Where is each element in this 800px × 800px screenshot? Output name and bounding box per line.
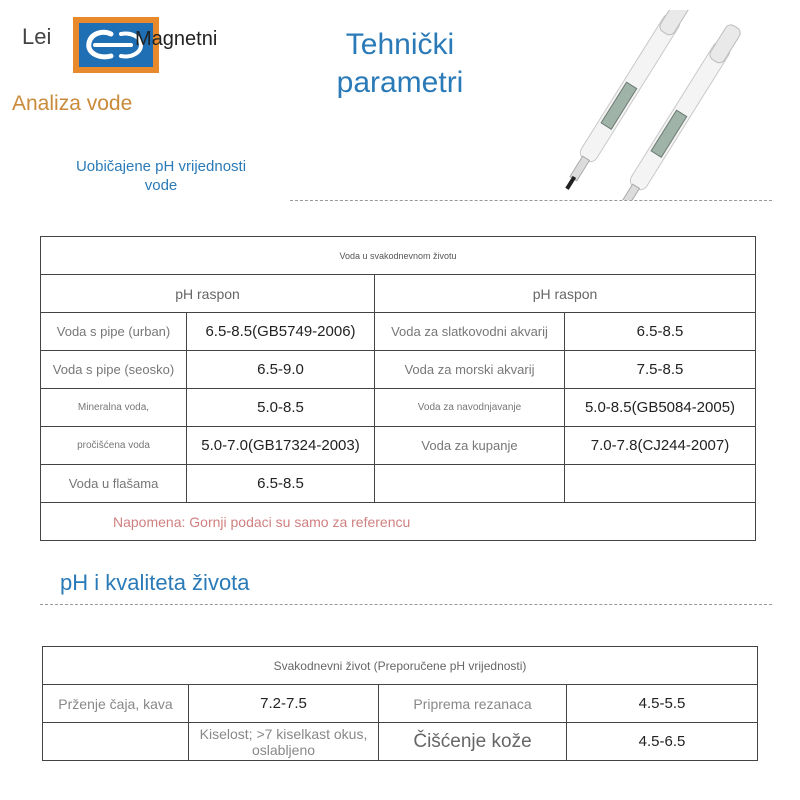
table-row bbox=[41, 313, 756, 351]
row-label: Priprema rezanaca bbox=[379, 685, 567, 723]
row-value: 6.5-9.0 bbox=[187, 351, 375, 389]
row-label: Voda za slatkovodni akvarij bbox=[375, 313, 565, 351]
section-heading-line2: vode bbox=[144, 177, 178, 194]
row-label: Voda za morski akvarij bbox=[375, 351, 565, 389]
row-value: Kiselost; >7 kiselkast okus, oslabljeno bbox=[189, 723, 379, 761]
row-value: 5.0-7.0(GB17324-2003) bbox=[187, 427, 375, 465]
row-label: Voda s pipe (seosko) bbox=[41, 351, 187, 389]
table-row bbox=[43, 685, 758, 723]
section-divider bbox=[290, 200, 772, 201]
life-ph-table bbox=[42, 646, 758, 761]
row-label: Čišćenje kože bbox=[379, 723, 567, 761]
row-label: Mineralna voda, bbox=[41, 389, 187, 427]
row-value: 6.5-8.5 bbox=[565, 313, 756, 351]
brand-name-left: Lei bbox=[22, 24, 52, 49]
water-ph-table bbox=[40, 236, 756, 541]
column-header-ph-range-right: pH raspon bbox=[375, 275, 756, 313]
table-caption: Svakodnevni život (Preporučene pH vrijednosti) bbox=[43, 647, 758, 685]
row-value: 6.5-8.5(GB5749-2006) bbox=[187, 313, 375, 351]
row-label: Prženje čaja, kava bbox=[43, 685, 189, 723]
table-caption: Voda u svakodnevnom životu bbox=[41, 237, 756, 275]
page-title-line2: parametri bbox=[336, 66, 464, 99]
section-heading-water-ph bbox=[46, 157, 276, 195]
table-row bbox=[43, 723, 758, 761]
row-value bbox=[565, 465, 756, 503]
brand-tagline: Analiza vode bbox=[12, 92, 133, 115]
row-value: 7.0-7.8(CJ244-2007) bbox=[565, 427, 756, 465]
section-heading-ph-life: pH i kvaliteta života bbox=[60, 570, 250, 595]
column-header-ph-range-left: pH raspon bbox=[41, 275, 375, 313]
row-label bbox=[375, 465, 565, 503]
row-value: 5.0-8.5(GB5084-2005) bbox=[565, 389, 756, 427]
row-label: pročišćena voda bbox=[41, 427, 187, 465]
row-value: 6.5-8.5 bbox=[187, 465, 375, 503]
row-label: Voda za kupanje bbox=[375, 427, 565, 465]
row-label: Voda s pipe (urban) bbox=[41, 313, 187, 351]
table-row bbox=[41, 351, 756, 389]
row-value: 7.5-8.5 bbox=[565, 351, 756, 389]
row-value: 5.0-8.5 bbox=[187, 389, 375, 427]
row-value: 7.2-7.5 bbox=[189, 685, 379, 723]
table-row bbox=[41, 465, 756, 503]
section-heading-line1: Uobičajene pH vrijednosti bbox=[75, 158, 247, 175]
row-label: Voda u flašama bbox=[41, 465, 187, 503]
table-row bbox=[41, 389, 756, 427]
table-note: Napomena: Gornji podaci su samo za referencu bbox=[41, 503, 756, 541]
ph-meter-pens-image bbox=[565, 10, 785, 200]
page-title-line1: Tehnički bbox=[345, 28, 455, 61]
page-title bbox=[320, 26, 480, 102]
row-label bbox=[43, 723, 189, 761]
row-value: 4.5-6.5 bbox=[567, 723, 758, 761]
section-divider bbox=[40, 604, 772, 605]
row-value: 4.5-5.5 bbox=[567, 685, 758, 723]
brand-name-right: Magnetni bbox=[135, 28, 218, 50]
row-label: Voda za navodnjavanje bbox=[375, 389, 565, 427]
table-row bbox=[41, 427, 756, 465]
